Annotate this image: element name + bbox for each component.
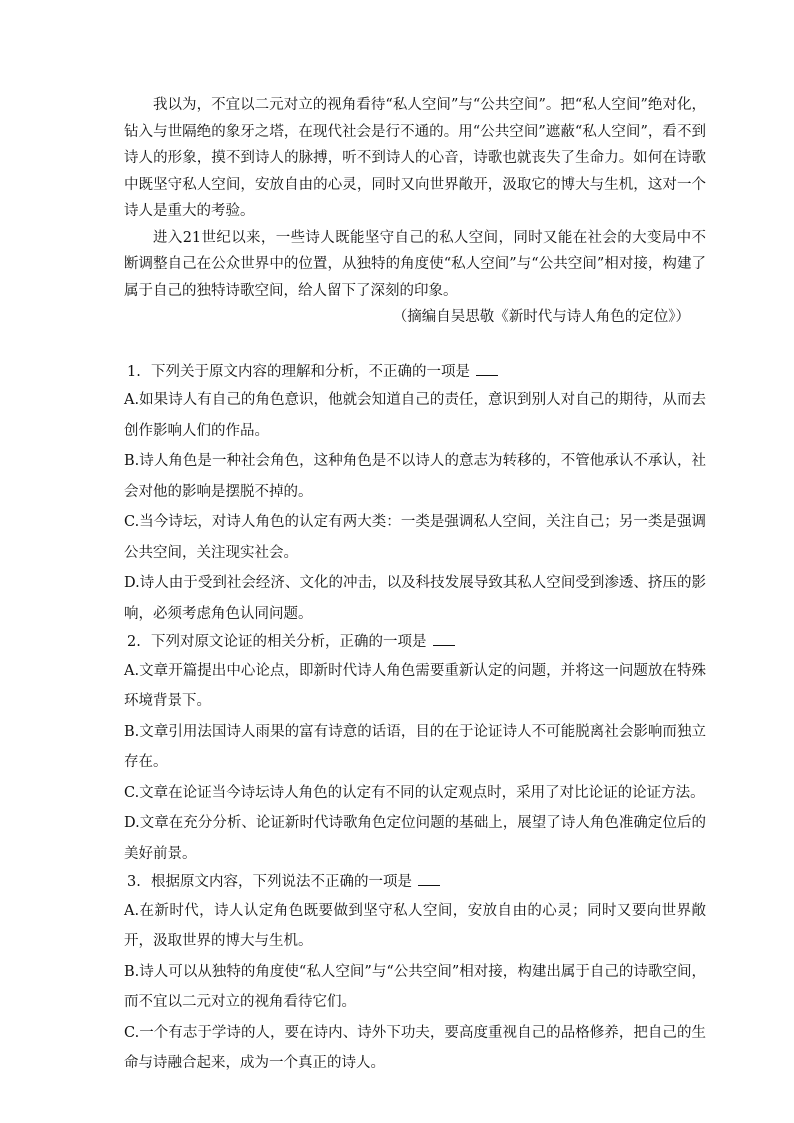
question-text: 下列对原文论证的相关分析，正确的一项是 <box>151 634 427 650</box>
option-a: A.如果诗人有自己的角色意识，他就会知道自己的责任，意识到别人对自己的期待，从而去创作影响人们的作品。 <box>124 392 706 439</box>
option-b: B.文章引用法国诗人雨果的富有诗意的话语，目的在于论证诗人不可能脱离社会影响而独立存在。 <box>124 723 706 770</box>
question-2 <box>124 629 706 869</box>
passage-paragraph-1: 我以为，不宜以二元对立的视角看待“私人空间”与“公共空间”。把“私人空间”绝对化，钻入与世隔绝的象牙之塔，在现代社会是行不通的。用“公共空间”遮蔽“私人空间”，看不到诗人的形象，摸不到诗人的脉搏，听不到诗人的心音，诗歌也就丧失了生命力。如何在诗歌中既坚守私人空间，安放自由的心灵，同时又向世界敞开，汲取它的博大与生机，这对一个诗人是重大的考验。 <box>124 97 706 219</box>
option-a: A.在新时代，诗人认定角色既要做到坚守私人空间，安放自由的心灵；同时又要向世界敞开，汲取世界的博大与生机。 <box>124 902 706 949</box>
option-a: A.文章开篇提出中心论点，即新时代诗人角色需要重新认定的问题，并将这一问题放在特殊环境背景下。 <box>124 662 706 709</box>
option-b: B.诗人角色是一种社会角色，这种角色是不以诗人的意志为转移的，不管他承认不承认，社会对他的影响是摆脱不掉的。 <box>124 453 706 500</box>
option-c: C.当今诗坛，对诗人角色的认定有两大类：一类是强调私人空间，关注自己；另一类是强调公共空间，关注现实社会。 <box>124 514 706 561</box>
passage <box>124 92 706 331</box>
option-c: C.一个有志于学诗的人，要在诗内、诗外下功夫，要高度重视自己的品格修养，把自己的生命与诗融合起来，成为一个真正的诗人。 <box>124 1024 706 1071</box>
answer-blank[interactable] <box>433 631 455 646</box>
question-stem <box>124 359 706 386</box>
question-stem <box>124 629 706 656</box>
option-c: C.文章在论证当今诗坛诗人角色的认定有不同的认定观点时，采用了对比论证的论证方法。 <box>124 784 705 801</box>
question-text: 下列关于原文内容的理解和分析，不正确的一项是 <box>151 363 470 380</box>
answer-blank[interactable] <box>476 361 498 376</box>
document-page <box>124 92 706 1079</box>
question-text: 根据原文内容，下列说法不正确的一项是 <box>151 874 412 890</box>
passage-source: （摘编自吴思敬《新时代与诗人角色的定位》） <box>392 309 690 325</box>
question-stem <box>124 869 706 896</box>
question-number: 1. <box>127 363 141 380</box>
answer-blank[interactable] <box>418 871 440 886</box>
section-spacer <box>124 331 706 359</box>
question-number: 2. <box>127 634 141 650</box>
passage-paragraph-2: 进入21世纪以来，一些诗人既能坚守自己的私人空间，同时又能在社会的大变局中不断调整自己在公众世界中的位置，从独特的角度使“私人空间”与“公共空间”相对接，构建了属于自己的独特诗歌空间，给人留下了深刻的印象。 <box>124 229 706 299</box>
option-b: B.诗人可以从独特的角度使“私人空间”与“公共空间”相对接，构建出属于自己的诗歌空间，而不宜以二元对立的视角看待它们。 <box>124 963 706 1010</box>
question-number: 3. <box>127 874 141 890</box>
option-d: D.文章在充分分析、论证新时代诗歌角色定位问题的基础上，展望了诗人角色准确定位后的美好前景。 <box>124 815 706 862</box>
question-3 <box>124 869 706 1079</box>
question-1 <box>124 359 706 630</box>
option-d: D.诗人由于受到社会经济、文化的冲击，以及科技发展导致其私人空间受到渗透、挤压的影响，必须考虑角色认同问题。 <box>124 575 706 622</box>
